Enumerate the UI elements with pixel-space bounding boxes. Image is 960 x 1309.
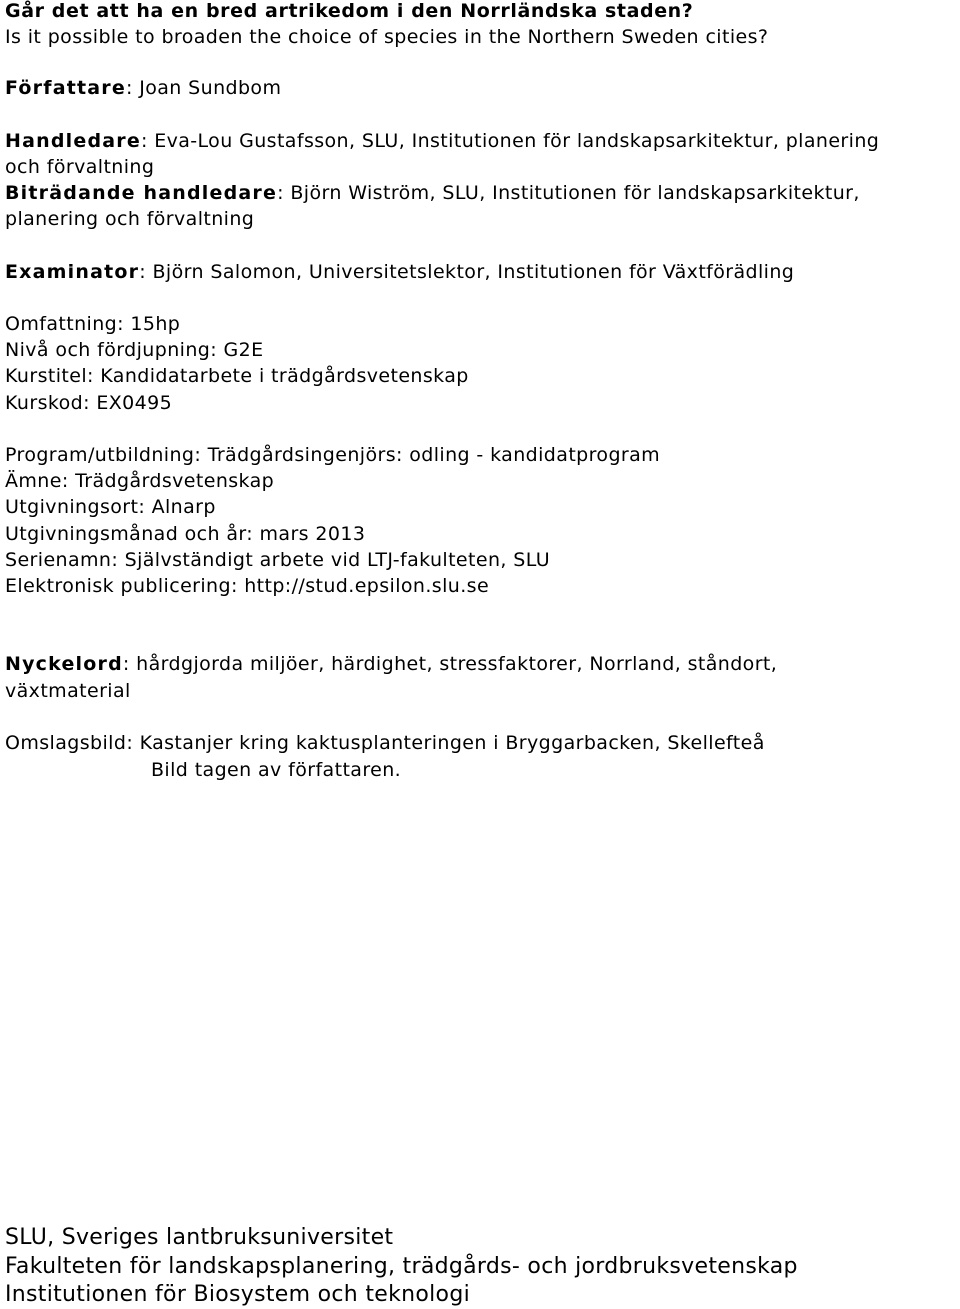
examiner-value: Björn Salomon, Universitetslektor, Institutionen för Växtförädling <box>152 261 795 283</box>
assistant-supervisor-line: Biträdande handledare: Björn Wiström, SLU, Institutionen för landskapsarkitektur, <box>5 182 860 204</box>
supervisor-value-continued: och förvaltning <box>5 156 155 178</box>
keywords-label: Nyckelord <box>5 653 123 675</box>
date-line: Utgivningsmånad och år: mars 2013 <box>5 523 366 545</box>
author-value: Joan Sundbom <box>139 77 282 99</box>
assistant-supervisor-label: Biträdande handledare <box>5 182 278 204</box>
course-title-line: Kurstitel: Kandidatarbete i trädgårdsvetenskap <box>5 365 469 387</box>
cover-credit-line: Bild tagen av författaren. <box>151 759 402 781</box>
keywords-value-continued: växtmaterial <box>5 680 131 702</box>
examiner-label: Examinator <box>5 261 140 283</box>
supervisor-label: Handledare <box>5 130 141 152</box>
footer-department: Institutionen för Biosystem och teknologi <box>5 1282 470 1307</box>
examiner-line: Examinator: Björn Salomon, Universitetslektor, Institutionen för Växtförädling <box>5 261 795 283</box>
series-line: Serienamn: Självständigt arbete vid LTJ-fakulteten, SLU <box>5 549 551 571</box>
keywords-value: hårdgjorda miljöer, härdighet, stressfaktorer, Norrland, ståndort, <box>136 653 778 675</box>
subject-line: Ämne: Trädgårdsvetenskap <box>5 470 275 492</box>
title-swedish: Går det att ha en bred artrikedom i den Norrländska staden? <box>5 0 694 22</box>
supervisor-line: Handledare: Eva-Lou Gustafsson, SLU, Institutionen för landskapsarkitektur, planering <box>5 130 880 152</box>
electronic-publication-line: Elektronisk publicering: http://stud.epsilon.slu.se <box>5 575 490 597</box>
place-line: Utgivningsort: Alnarp <box>5 496 216 518</box>
cover-caption-line: Omslagsbild: Kastanjer kring kaktusplanteringen i Bryggarbacken, Skellefteå <box>5 732 765 754</box>
keywords-line: Nyckelord: hårdgjorda miljöer, härdighet, stressfaktorer, Norrland, ståndort, <box>5 653 778 675</box>
title-english: Is it possible to broaden the choice of species in the Northern Sweden cities? <box>5 26 769 48</box>
author-line: Författare: Joan Sundbom <box>5 77 282 99</box>
author-label: Författare <box>5 77 126 99</box>
level-line: Nivå och fördjupning: G2E <box>5 339 264 361</box>
assistant-supervisor-value-continued: planering och förvaltning <box>5 208 255 230</box>
program-line: Program/utbildning: Trädgårdsingenjörs: odling - kandidatprogram <box>5 444 661 466</box>
footer-university: SLU, Sveriges lantbruksuniversitet <box>5 1225 394 1250</box>
scope-line: Omfattning: 15hp <box>5 313 181 335</box>
supervisor-value: Eva-Lou Gustafsson, SLU, Institutionen för landskapsarkitektur, planering <box>154 130 880 152</box>
assistant-supervisor-value: Björn Wiström, SLU, Institutionen för landskapsarkitektur, <box>290 182 860 204</box>
course-code-line: Kurskod: EX0495 <box>5 392 173 414</box>
footer-faculty: Fakulteten för landskapsplanering, trädgårds- och jordbruksvetenskap <box>5 1254 798 1279</box>
